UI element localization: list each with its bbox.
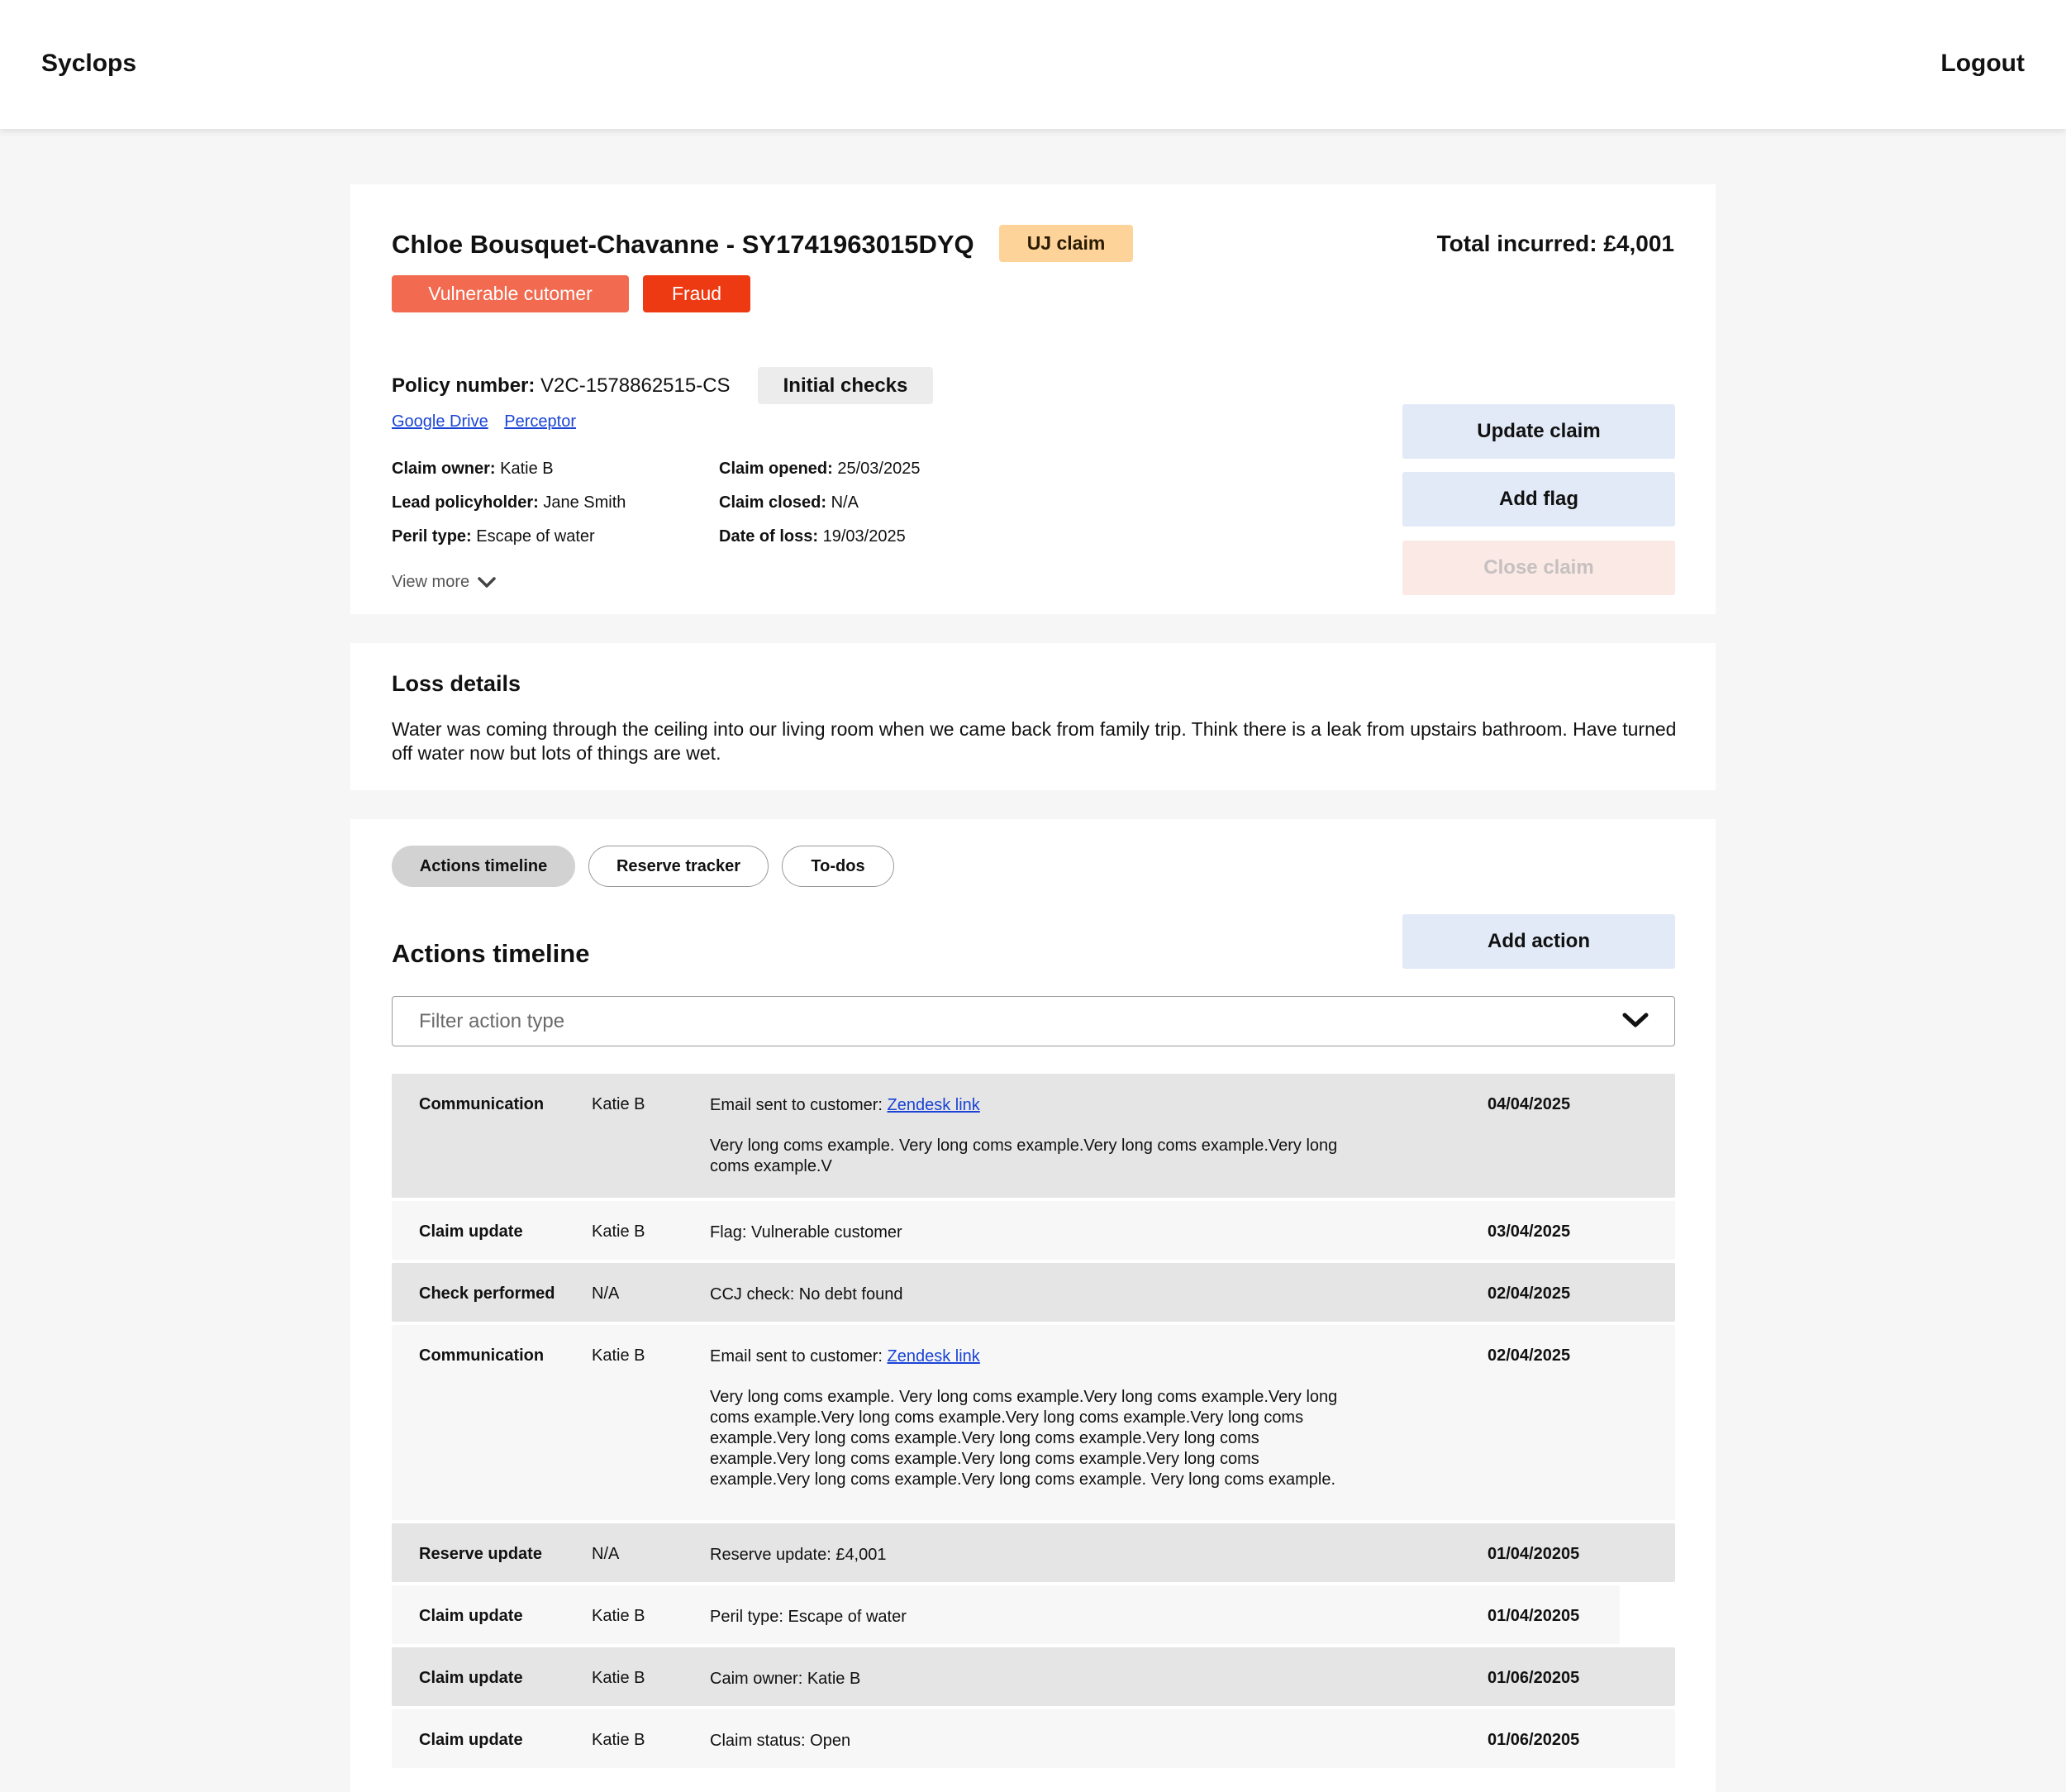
actions-table bbox=[392, 1074, 1675, 1771]
brand-logo[interactable]: Syclops bbox=[41, 50, 137, 77]
claim-details-left bbox=[392, 452, 626, 554]
action-date: 01/04/20205 bbox=[1488, 1545, 1580, 1563]
peril-type: Peril type: Escape of water bbox=[392, 527, 595, 546]
tab-to-dos[interactable]: To-dos bbox=[782, 846, 894, 887]
claim-owner: Claim owner: Katie B bbox=[392, 460, 554, 478]
action-date: 02/04/2025 bbox=[1488, 1284, 1571, 1303]
claim-closed: Claim closed: N/A bbox=[719, 493, 859, 512]
action-type: Claim update bbox=[419, 1222, 523, 1241]
action-date: 04/04/2025 bbox=[1488, 1095, 1571, 1113]
tab-reserve-tracker[interactable]: Reserve tracker bbox=[588, 846, 769, 887]
table-row[interactable] bbox=[392, 1523, 1675, 1582]
total-incurred bbox=[1437, 231, 1674, 257]
perceptor-link[interactable]: Perceptor bbox=[504, 412, 576, 431]
action-date: 01/04/20205 bbox=[1488, 1607, 1580, 1625]
claim-opened: Claim opened: 25/03/2025 bbox=[719, 460, 921, 478]
tab-actions-timeline[interactable]: Actions timeline bbox=[392, 846, 575, 887]
action-user: N/A bbox=[592, 1545, 620, 1563]
table-row[interactable] bbox=[392, 1585, 1620, 1644]
claim-status-badge: Initial checks bbox=[758, 367, 933, 404]
action-description: Caim owner: Katie B bbox=[710, 1670, 861, 1688]
action-user: Katie B bbox=[592, 1222, 645, 1241]
action-description: Peril type: Escape of water bbox=[710, 1608, 907, 1626]
table-row[interactable] bbox=[392, 1709, 1675, 1768]
action-type: Check performed bbox=[419, 1284, 555, 1303]
close-claim-button: Close claim bbox=[1402, 541, 1675, 595]
fraud-flag: Fraud bbox=[643, 275, 750, 312]
action-date: 01/06/20205 bbox=[1488, 1669, 1580, 1687]
action-user: Katie B bbox=[592, 1669, 645, 1687]
action-type: Communication bbox=[419, 1095, 545, 1113]
policy-number-label: Policy number: bbox=[392, 374, 536, 397]
loss-details-card bbox=[350, 643, 1716, 790]
chevron-down-icon bbox=[1621, 1010, 1649, 1030]
action-details: Very long coms example. Very long coms example.Very long coms example.Very long coms example.V bbox=[710, 1137, 1338, 1175]
claim-title: Chloe Bousquet-Chavanne - SY1741963015DYQ bbox=[392, 230, 974, 259]
action-description: Claim status: Open bbox=[710, 1732, 851, 1750]
add-action-button[interactable]: Add action bbox=[1402, 914, 1675, 969]
external-links bbox=[392, 412, 588, 431]
vulnerable-customer-flag: Vulnerable cutomer bbox=[392, 275, 629, 312]
action-type: Claim update bbox=[419, 1669, 523, 1687]
action-type: Communication bbox=[419, 1346, 545, 1365]
filter-action-type-select[interactable] bbox=[392, 996, 1675, 1046]
policy-number bbox=[392, 374, 731, 398]
action-user: Katie B bbox=[592, 1731, 645, 1749]
action-description: CCJ check: No debt found bbox=[710, 1285, 903, 1303]
action-user: N/A bbox=[592, 1284, 620, 1303]
action-description: Reserve update: £4,001 bbox=[710, 1546, 887, 1564]
loss-details-body: Water was coming through the ceiling into our living room when we came back from family trip. Think there is a leak from upstairs bathroom. Have turned off water now but lots of things are wet. bbox=[392, 718, 1677, 764]
view-more-toggle[interactable] bbox=[392, 573, 496, 592]
table-row[interactable] bbox=[392, 1201, 1675, 1260]
top-bar bbox=[0, 0, 2066, 129]
section-title: Actions timeline bbox=[392, 939, 590, 968]
action-user: Katie B bbox=[592, 1095, 645, 1113]
action-description: Flag: Vulnerable customer bbox=[710, 1223, 902, 1242]
total-incurred-value: £4,001 bbox=[1603, 231, 1674, 256]
action-type: Claim update bbox=[419, 1607, 523, 1625]
action-date: 01/06/20205 bbox=[1488, 1731, 1580, 1749]
table-row[interactable] bbox=[392, 1647, 1675, 1706]
timeline-card bbox=[350, 819, 1716, 1792]
action-date: 02/04/2025 bbox=[1488, 1346, 1571, 1365]
table-row[interactable] bbox=[392, 1263, 1675, 1322]
action-description: Email sent to customer: Zendesk link Very long coms example. Very long coms example.Very long coms example.Very long coms example.Very long coms example.Very long coms example.Very long coms example.Very long coms example.Very long coms example.Very long coms example.Very long coms example.Very long coms example.Very long coms example.Very long coms example.Very long coms example. Very long coms example. bbox=[710, 1347, 1338, 1489]
action-details: Very long coms example. Very long coms example.Very long coms example.Very long coms example.Very long coms example.Very long coms example.Very long coms example.Very long coms example.Very long coms example.Very long coms example.Very long coms example.Very long coms example.Very long coms example.Very long coms example.Very long coms example. Very long coms example. bbox=[710, 1388, 1338, 1489]
date-of-loss: Date of loss: 19/03/2025 bbox=[719, 527, 906, 546]
policy-number-value: V2C-1578862515-CS bbox=[540, 374, 731, 397]
claim-details-right bbox=[719, 452, 920, 554]
add-flag-button[interactable]: Add flag bbox=[1402, 472, 1675, 527]
action-user: Katie B bbox=[592, 1346, 645, 1365]
action-type: Reserve update bbox=[419, 1545, 542, 1563]
update-claim-button[interactable]: Update claim bbox=[1402, 404, 1675, 459]
logout-link[interactable]: Logout bbox=[1940, 50, 2025, 77]
timeline-tabs bbox=[392, 846, 907, 887]
action-date: 03/04/2025 bbox=[1488, 1222, 1571, 1241]
total-incurred-label: Total incurred: bbox=[1436, 231, 1597, 256]
filter-placeholder: Filter action type bbox=[419, 1009, 565, 1032]
zendesk-link[interactable]: Zendesk link bbox=[887, 1347, 980, 1365]
chevron-down-icon bbox=[478, 577, 496, 589]
zendesk-link[interactable]: Zendesk link bbox=[887, 1096, 980, 1114]
action-type: Claim update bbox=[419, 1731, 523, 1749]
loss-details-title: Loss details bbox=[392, 671, 521, 696]
action-user: Katie B bbox=[592, 1607, 645, 1625]
table-row[interactable] bbox=[392, 1325, 1675, 1520]
lead-policyholder: Lead policyholder: Jane Smith bbox=[392, 493, 626, 512]
claim-header-card bbox=[350, 184, 1716, 614]
view-more-label: View more bbox=[392, 573, 470, 591]
claim-type-tag: UJ claim bbox=[999, 225, 1133, 262]
table-row[interactable] bbox=[392, 1074, 1675, 1198]
google-drive-link[interactable]: Google Drive bbox=[392, 412, 488, 431]
action-description: Email sent to customer: Zendesk link Very long coms example. Very long coms example.Very long coms example.Very long coms example.V bbox=[710, 1096, 1338, 1175]
